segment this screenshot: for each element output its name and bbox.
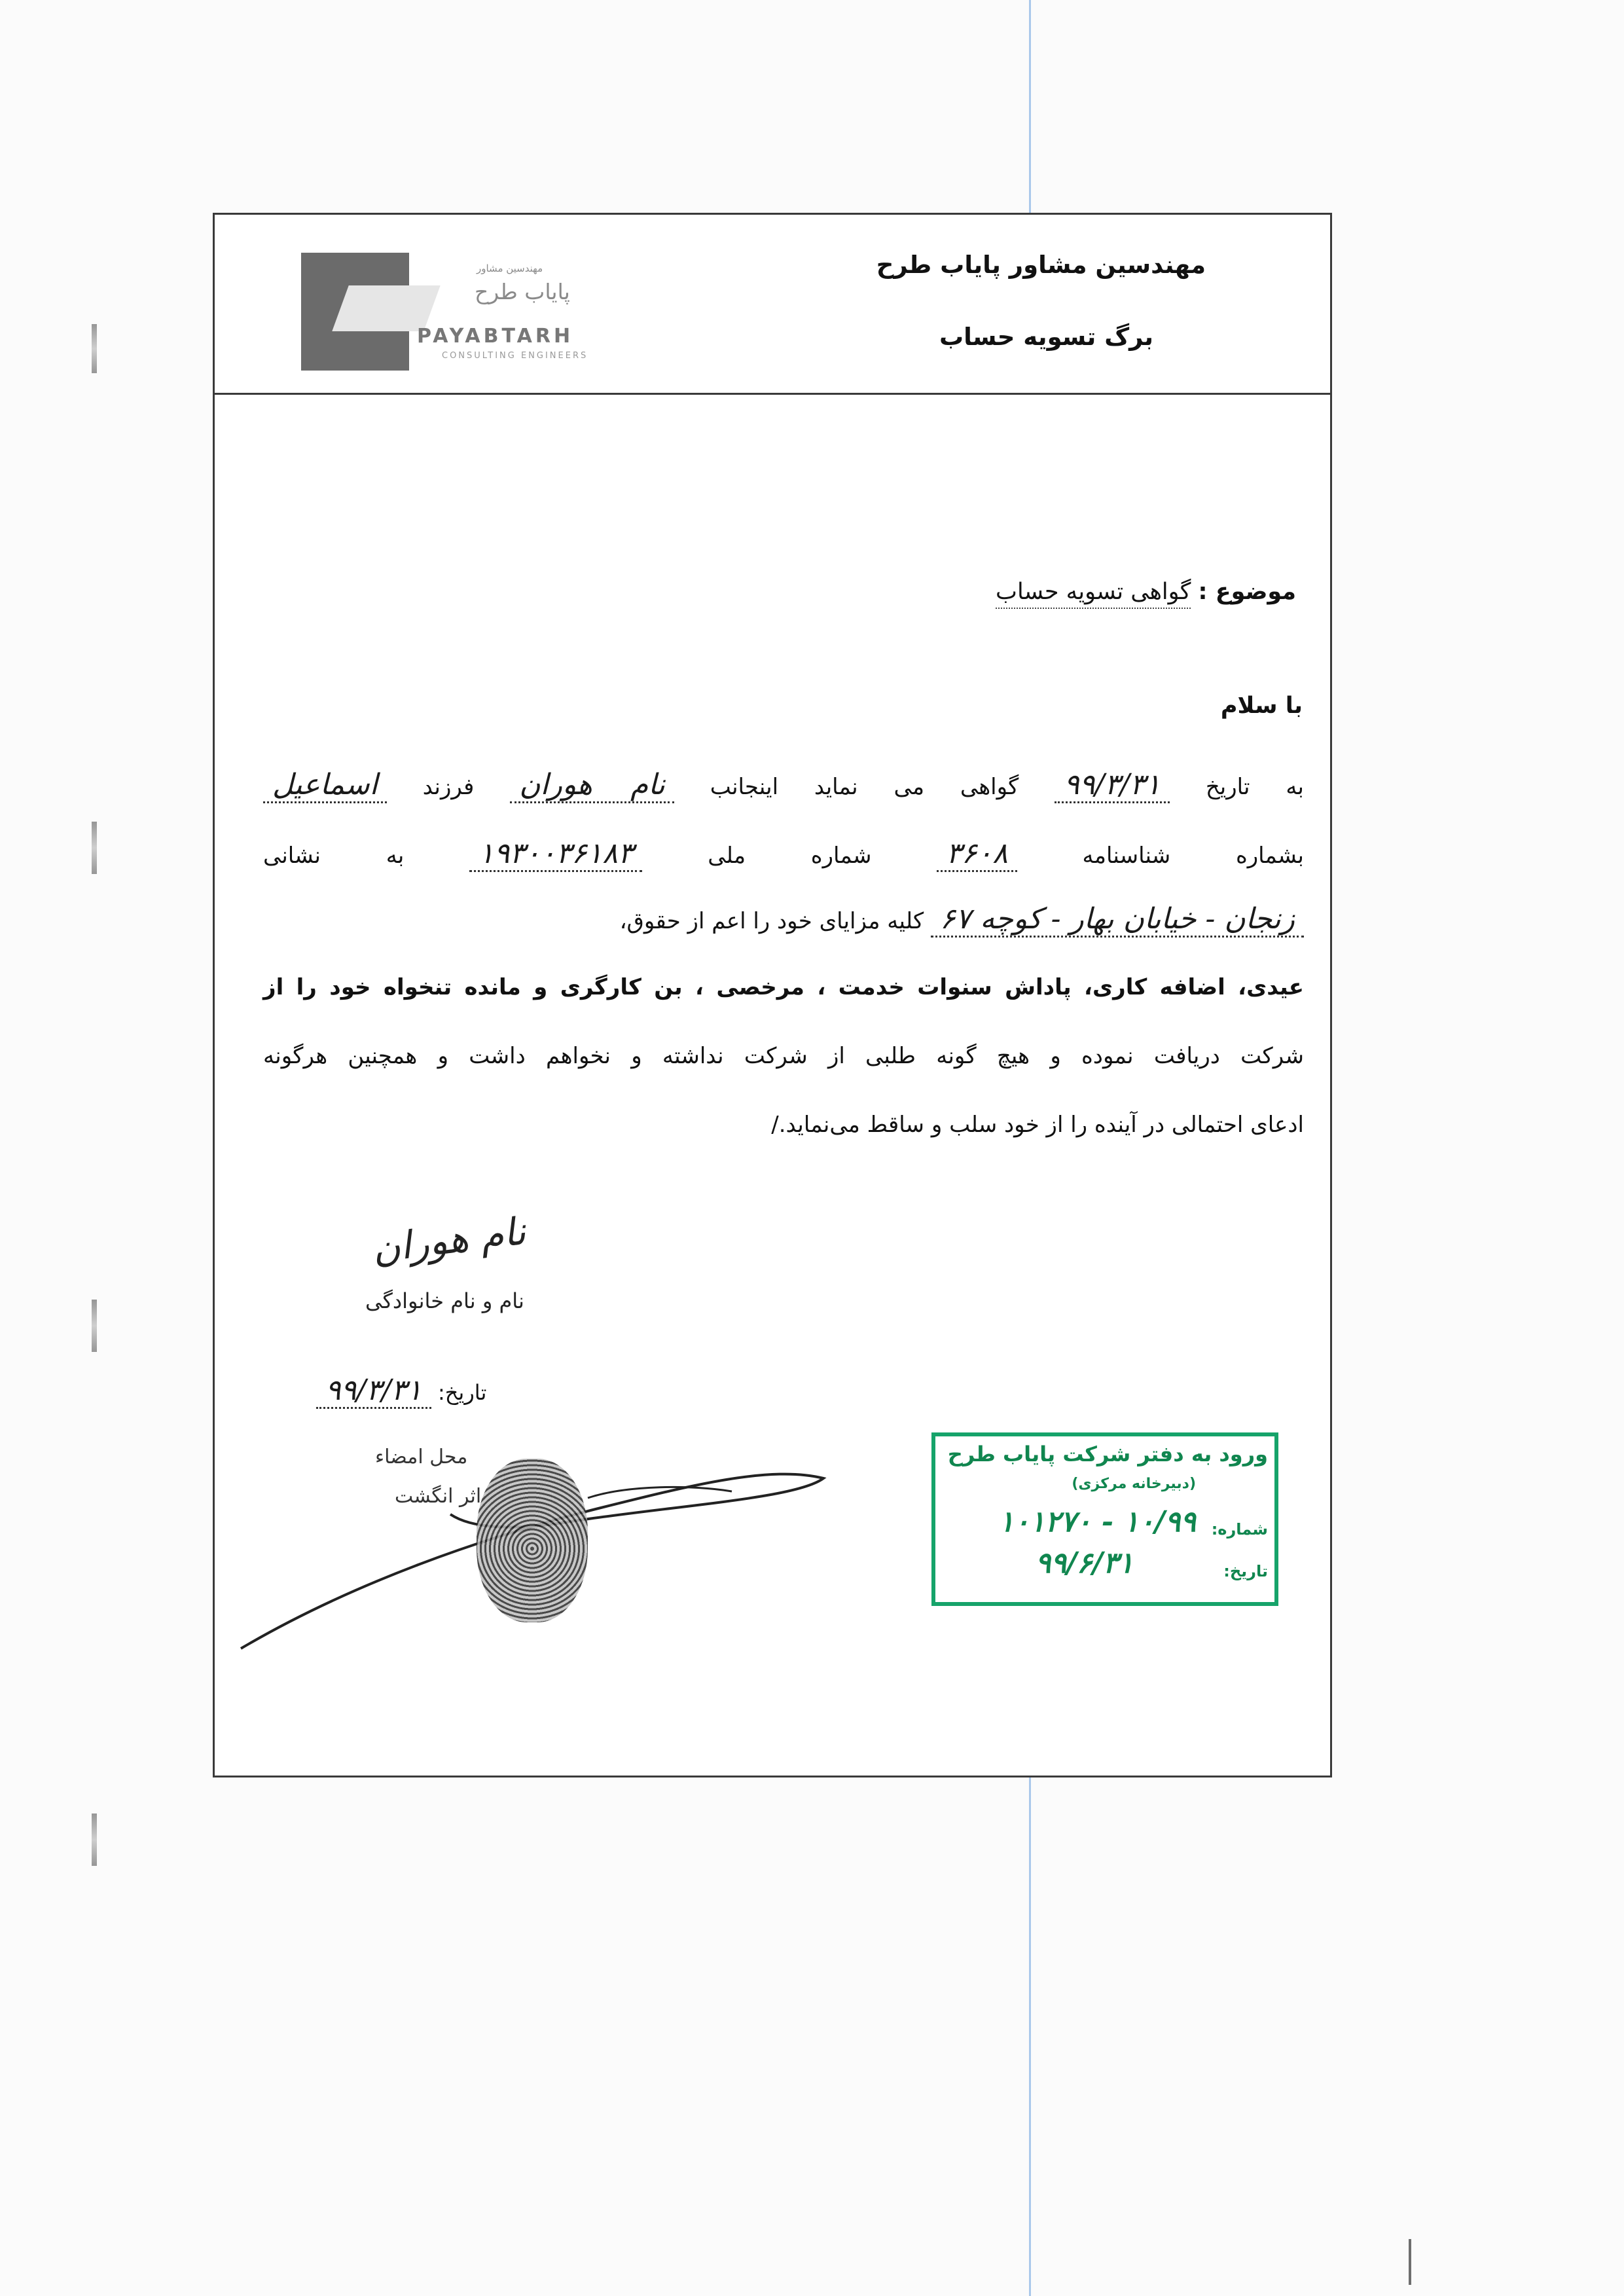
handwritten-name: نام هوران <box>510 768 674 803</box>
scan-edge-mark <box>92 1300 97 1352</box>
company-name: مهندسین مشاور پایاب طرح <box>876 251 1206 279</box>
registration-stamp <box>931 1432 1278 1606</box>
logo-persian-name: پایاب طرح <box>475 279 570 304</box>
scan-edge-mark <box>92 1813 97 1866</box>
greeting: با سلام <box>1220 693 1303 719</box>
scan-edge-mark <box>92 324 97 373</box>
handwritten-signature-date: ۹۹/۳/۳۱ <box>316 1374 431 1409</box>
stamp-number-label: شماره: <box>1211 1520 1268 1539</box>
logo-english-name: PAYABTARH <box>417 325 574 348</box>
body-line-5: شرکت دریافت نموده و هیچ گونه طلبی از شرکت نداشته و نخواهم داشت و همچنین هرگونه <box>263 1043 1304 1069</box>
subject-label: موضوع : <box>1198 579 1296 605</box>
stamp-number-value: ۱۰/۹۹ - ۱۰۱۲۷۰ <box>998 1505 1196 1539</box>
subject-value: گواهی تسویه حساب <box>996 579 1191 609</box>
handwritten-signature-name: نام هوران <box>369 1208 528 1272</box>
scan-edge-mark <box>1409 2239 1411 2285</box>
signature-date: تاریخ: ۹۹/۳/۳۱ <box>316 1374 486 1407</box>
stamp-subtitle: (دبیرخانه مرکزی) <box>1072 1476 1196 1492</box>
handwritten-national-number: ۱۹۳۰۰۳۶۱۸۳ <box>469 837 642 872</box>
body-line-3: زنجان - خیابان بهار - کوچه ۶۷ کلیه مزایای خود را اعم از حقوق، <box>620 902 1304 936</box>
body-line-2: بشماره شناسنامه ۳۶۰۸ شماره ملی ۱۹۳۰۰۳۶۱۸۳ به نشانی <box>263 837 1304 870</box>
handwritten-id-number: ۳۶۰۸ <box>937 837 1017 872</box>
stamp-date-value: ۹۹/۶/۳۱ <box>1035 1546 1134 1580</box>
stamp-title: ورود به دفتر شرکت پایاب طرح <box>947 1442 1268 1467</box>
body-line-4: عیدی، اضافه کاری، پاداش سنوات خدمت ، مرخصی ، بن کارگری و مانده تنخواه خود را از <box>263 974 1304 1000</box>
body-line-6: ادعای احتمالی در آینده را از خود سلب و ساقط می‌نماید./ <box>771 1112 1304 1138</box>
stamp-date-label: تاریخ: <box>1223 1562 1268 1580</box>
fingerprint-icon <box>477 1459 588 1622</box>
company-logo <box>301 253 628 371</box>
header-divider <box>215 393 1330 395</box>
thumbprint-place-label: اثر انگشت <box>395 1485 482 1508</box>
handwritten-father-name: اسماعیل <box>263 768 387 803</box>
document-frame <box>213 213 1332 1777</box>
handwritten-address: زنجان - خیابان بهار - کوچه ۶۷ <box>931 902 1304 938</box>
handwritten-date: ۹۹/۳/۳۱ <box>1055 768 1170 803</box>
signature-place-label: محل امضاء <box>375 1446 468 1468</box>
subject-line <box>996 579 1296 605</box>
scan-edge-mark <box>92 822 97 874</box>
full-name-label: نام و نام خانوادگی <box>365 1288 524 1313</box>
logo-small-text: مهندسین مشاور <box>477 263 543 274</box>
form-title: برگ تسویه حساب <box>939 323 1153 351</box>
body-line-1: به تاریخ ۹۹/۳/۳۱ گواهی می نماید اینجانب نام هوران فرزند اسماعیل <box>263 768 1304 801</box>
logo-english-sub: CONSULTING ENGINEERS <box>442 351 588 361</box>
